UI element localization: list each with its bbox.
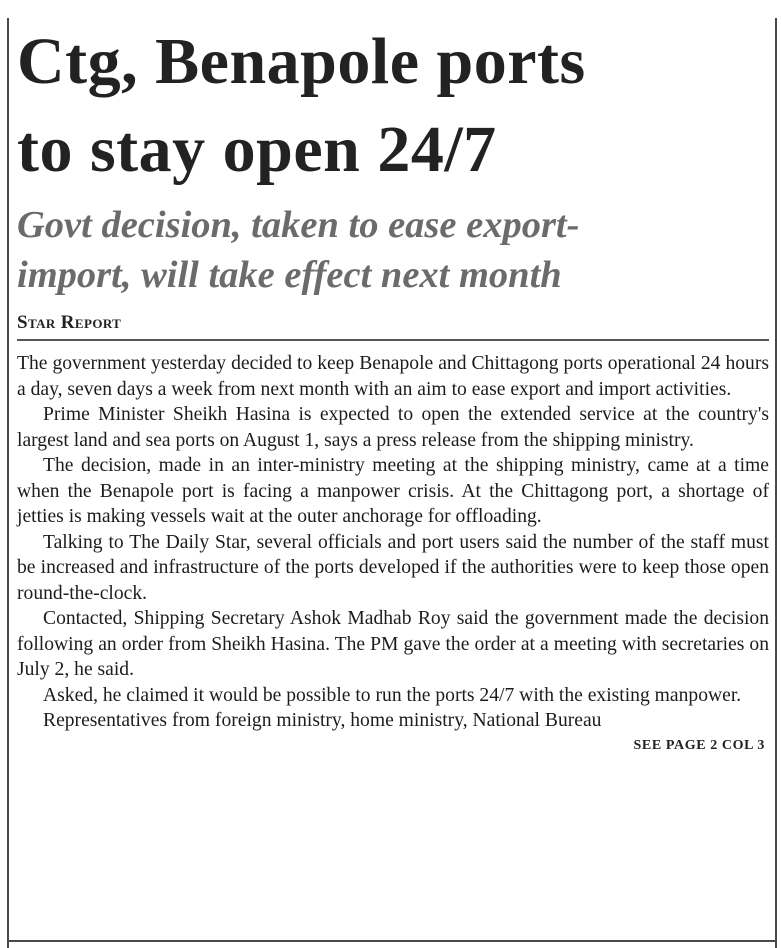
right-column-rule	[775, 18, 777, 948]
body-paragraph: Asked, he claimed it would be possible to run the ports 24/7 with the existing manpower.	[43, 684, 742, 706]
continued-on-page-link[interactable]: SEE PAGE 2 COL 3	[633, 737, 765, 753]
article-body	[17, 351, 769, 734]
body-paragraph: Talking to The Daily Star, several officials and port users said the number of the staff must be increased and infrastructure of the ports developed if the authorities were to keep those open round-the-clock.	[17, 531, 769, 604]
byline: Star Report	[17, 312, 122, 333]
subheadline-line-1: Govt decision, taken to ease export-	[17, 204, 580, 246]
body-paragraph: The government yesterday decided to keep Benapole and Chittagong ports operational 24 hours a day, seven days a week from next month with an aim to ease export and import activities.	[17, 353, 769, 400]
body-paragraph: Contacted, Shipping Secretary Ashok Madhab Roy said the government made the decision following an order from Sheikh Hasina. The PM gave the order at a meeting with secretaries on July 2, he said.	[17, 608, 769, 680]
body-paragraph: The decision, made in an inter-ministry meeting at the shipping ministry, came at a time when the Benapole port is facing a manpower crisis. At the Chittagong port, a shortage of jetties is making vessels wait at the outer anchorage for offloading.	[17, 455, 769, 527]
subheadline	[17, 200, 769, 300]
headline-line-1: Ctg, Benapole ports	[17, 25, 586, 98]
left-column-rule	[7, 18, 9, 948]
headline	[17, 18, 769, 194]
news-article	[17, 18, 769, 754]
subheadline-line-2: import, will take effect next month	[17, 254, 562, 296]
body-paragraph: Representatives from foreign ministry, home ministry, National Bureau	[43, 710, 602, 731]
headline-line-2: to stay open 24/7	[17, 113, 497, 186]
byline-divider	[17, 339, 769, 341]
body-paragraph: Prime Minister Sheikh Hasina is expected to open the extended service at the country's largest land and sea ports on August 1, says a press release from the shipping ministry.	[17, 404, 769, 451]
bottom-rule	[7, 940, 777, 942]
